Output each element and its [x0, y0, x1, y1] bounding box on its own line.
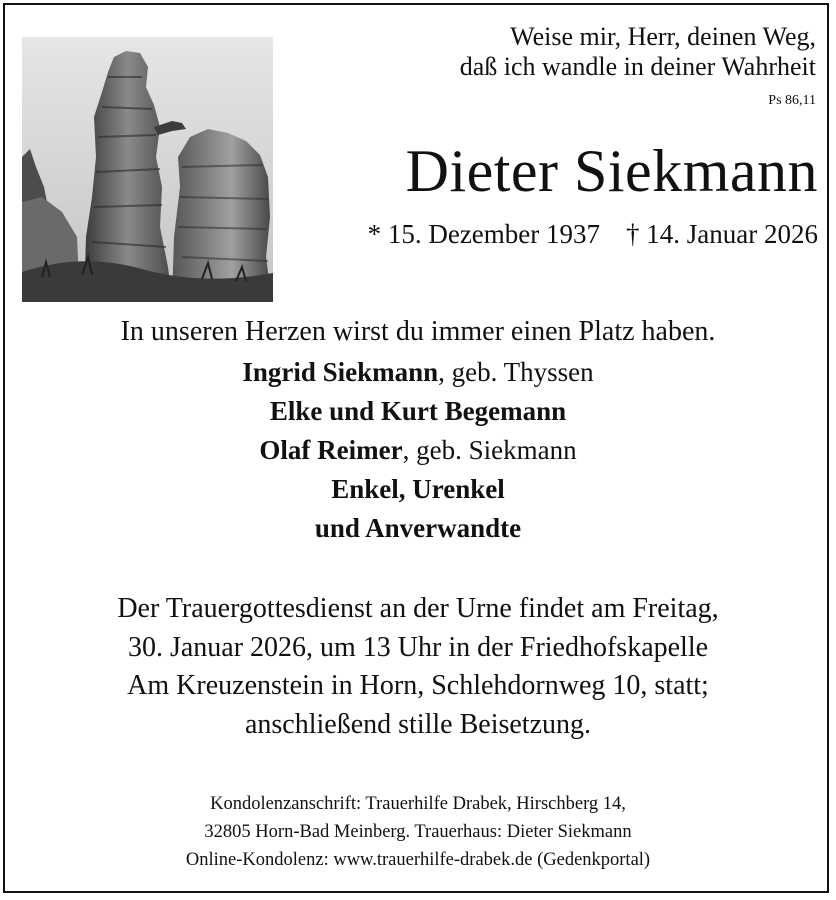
- mourner-name: Olaf Reimer: [259, 435, 403, 465]
- service-line: anschließend stille Beisetzung.: [244, 708, 592, 740]
- psalm-verse: [460, 22, 816, 82]
- mourner-line: [0, 431, 836, 470]
- service-line: 30. Januar 2026, um 13 Uhr in der Friedhofskapelle: [127, 631, 709, 663]
- psalm-line-2: daß ich wandle in deiner Wahrheit: [459, 52, 816, 81]
- psalm-line-1: Weise mir, Herr, deinen Weg,: [510, 22, 816, 51]
- service-line: Der Trauergottesdienst an der Urne findet am Freitag,: [117, 593, 719, 624]
- memorial-motto: In unseren Herzen wirst du immer einen Platz haben.: [120, 316, 716, 347]
- contact-line: 32805 Horn-Bad Meinberg. Trauerhaus: Dieter Siekmann: [204, 822, 632, 842]
- service-line: Am Kreuzenstein in Horn, Schlehdornweg 10, statt;: [127, 670, 709, 701]
- mourners-list: [0, 353, 836, 548]
- mourner-line: [0, 392, 836, 431]
- mourner-line: [0, 470, 836, 509]
- deceased-name: Dieter Siekmann: [405, 138, 818, 204]
- mourner-name: Enkel, Urenkel: [331, 474, 505, 504]
- mourner-line: [0, 353, 836, 392]
- mourner-suffix: , geb. Thyssen: [438, 357, 594, 387]
- mourner-line: [0, 509, 836, 548]
- mourner-name: Ingrid Siekmann: [242, 357, 439, 387]
- rock-formation-photo: [22, 37, 273, 302]
- death-date: † 14. Januar 2026: [626, 219, 818, 249]
- funeral-service-info: [0, 590, 836, 744]
- contact-line: Kondolenzanschrift: Trauerhilfe Drabek, Hirschberg 14,: [210, 794, 626, 814]
- contact-line: Online-Kondolenz: www.trauerhilfe-drabek.de (Gedenkportal): [185, 850, 651, 870]
- psalm-reference: Ps 86,11: [768, 93, 816, 108]
- condolence-contact: [0, 790, 836, 874]
- mourner-name: und Anverwandte: [314, 513, 522, 543]
- life-dates: [368, 214, 818, 254]
- mourner-suffix: , geb. Siekmann: [402, 435, 577, 465]
- birth-date: * 15. Dezember 1937: [367, 219, 601, 249]
- mourner-name: Elke und Kurt Begemann: [269, 396, 567, 426]
